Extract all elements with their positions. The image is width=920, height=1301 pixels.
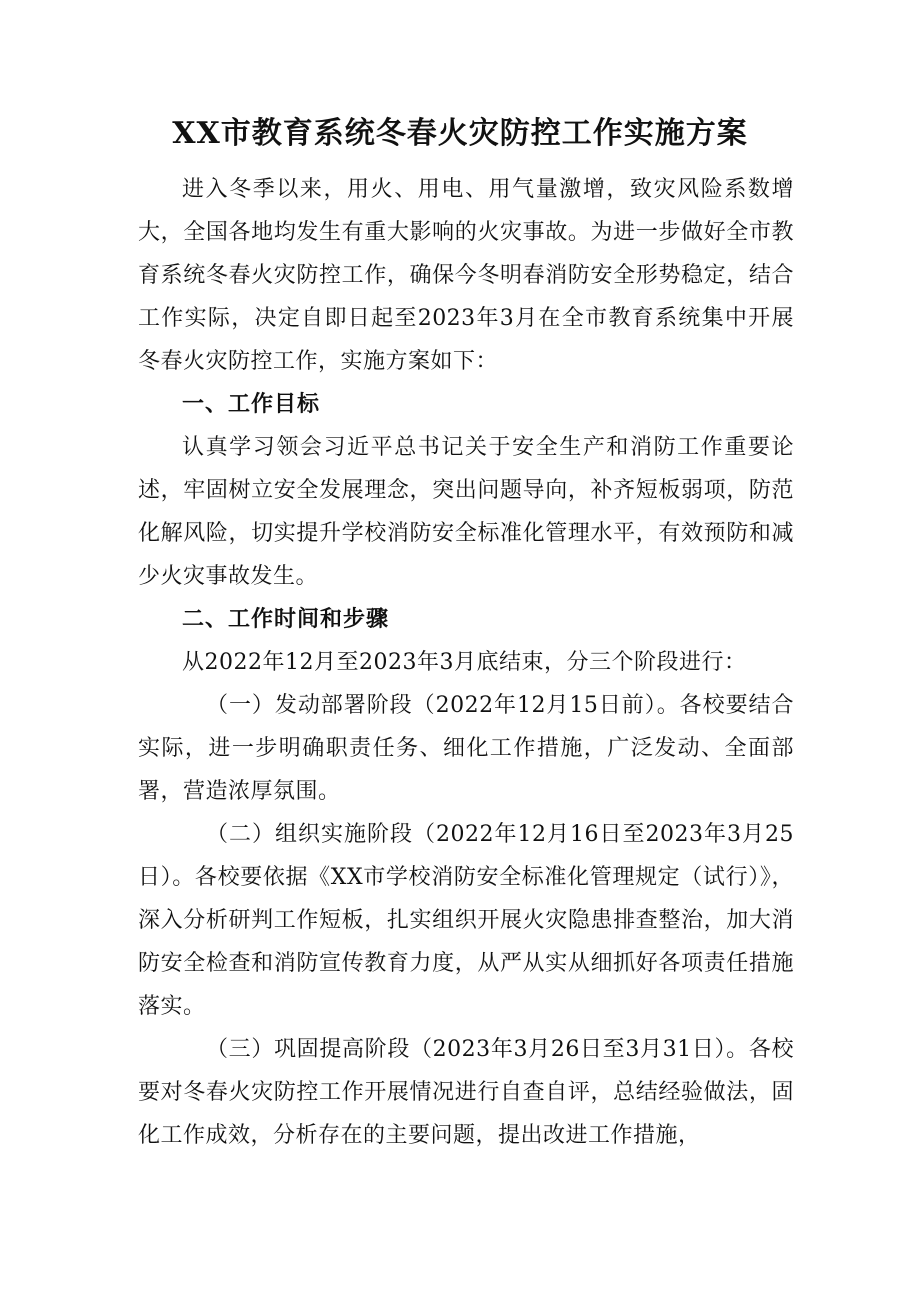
document-title: XX市教育系统冬春火灾防控工作实施方案 — [172, 116, 748, 151]
stage-2-paragraph: （二）组织实施阶段（2022年12月16日至2023年3月25日）。各校要依据《XX市学校消防安全标准化管理规定（试行）》，深入分析研判工作短板，扎实组织开展火灾隐患排查整治，加大消防安全检查和消防宣传教育力度，从严从实从细抓好各项责任措施落实。 — [138, 822, 794, 1019]
goals-paragraph: 认真学习领会习近平总书记关于安全生产和消防工作重要论述，牢固树立安全发展理念，突出问题导向，补齐短板弱项，防范化解风险，切实提升学校消防安全标准化管理水平，有效预防和减少火灾事故发生。 — [138, 435, 794, 589]
section-heading-goals: 一、工作目标 — [182, 392, 321, 417]
document-body — [138, 168, 794, 1157]
stage-3-paragraph: （三）巩固提高阶段（2023年3月26日至3月31日）。各校要对冬春火灾防控工作开展情况进行自查自评，总结经验做法，固化工作成效，分析存在的主要问题，提出改进工作措施， — [138, 1037, 794, 1148]
schedule-paragraph: 从2022年12月至2023年3月底结束，分三个阶段进行： — [182, 650, 747, 675]
stage-1-paragraph: （一）发动部署阶段（2022年12月15日前）。各校要结合实际，进一步明确职责任务、细化工作措施，广泛发动、全面部署，营造浓厚氛围。 — [138, 693, 794, 804]
section-heading-schedule: 二、工作时间和步骤 — [182, 607, 390, 632]
intro-paragraph: 进入冬季以来，用火、用电、用气量激增，致灾风险系数增大，全国各地均发生有重大影响的火灾事故。为进一步做好全市教育系统冬春火灾防控工作，确保今冬明春消防安全形势稳定，结合工作实际，决定自即日起至2023年3月在全市教育系统集中开展冬春火灾防控工作，实施方案如下： — [138, 177, 794, 374]
